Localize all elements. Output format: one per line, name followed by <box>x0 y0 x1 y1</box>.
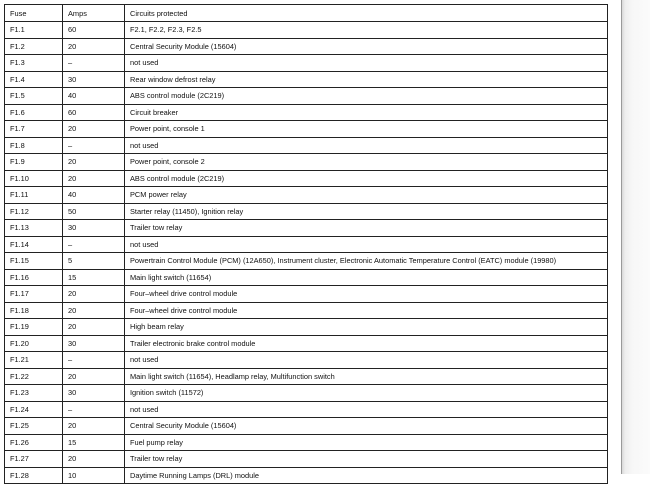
cell-fuse: F1.27 <box>5 451 63 468</box>
table-row <box>5 71 608 88</box>
cell-fuse: F1.6 <box>5 104 63 121</box>
cell-circuits: PCM power relay <box>125 187 608 204</box>
cell-circuits: Main light switch (11654) <box>125 269 608 286</box>
table-row <box>5 170 608 187</box>
cell-fuse: F1.23 <box>5 385 63 402</box>
table-row <box>5 55 608 72</box>
table-row <box>5 368 608 385</box>
table-row <box>5 253 608 270</box>
cell-amps: – <box>63 55 125 72</box>
cell-amps: 40 <box>63 88 125 105</box>
table-row <box>5 418 608 435</box>
cell-circuits: High beam relay <box>125 319 608 336</box>
cell-circuits: Central Security Module (15604) <box>125 418 608 435</box>
table-row <box>5 352 608 369</box>
table-row <box>5 220 608 237</box>
cell-fuse: F1.7 <box>5 121 63 138</box>
cell-amps: 20 <box>63 154 125 171</box>
fuse-table <box>4 4 608 484</box>
table-header <box>5 5 608 22</box>
cell-fuse: F1.4 <box>5 71 63 88</box>
cell-circuits: not used <box>125 401 608 418</box>
cell-fuse: F1.1 <box>5 22 63 39</box>
cell-circuits: Fuel pump relay <box>125 434 608 451</box>
cell-amps: 20 <box>63 319 125 336</box>
cell-circuits: Four–wheel drive control module <box>125 302 608 319</box>
table-row <box>5 203 608 220</box>
cell-fuse: F1.11 <box>5 187 63 204</box>
cell-fuse: F1.13 <box>5 220 63 237</box>
cell-circuits: Trailer electronic brake control module <box>125 335 608 352</box>
cell-circuits: Main light switch (11654), Headlamp relay, Multifunction switch <box>125 368 608 385</box>
header-fuse: Fuse <box>5 5 63 22</box>
cell-amps: 15 <box>63 269 125 286</box>
cell-amps: 60 <box>63 104 125 121</box>
cell-circuits: not used <box>125 55 608 72</box>
table-row <box>5 137 608 154</box>
cell-amps: 20 <box>63 38 125 55</box>
table-row <box>5 88 608 105</box>
cell-circuits: Circuit breaker <box>125 104 608 121</box>
cell-amps: 30 <box>63 335 125 352</box>
table-row <box>5 38 608 55</box>
table-body <box>5 22 608 484</box>
cell-circuits: ABS control module (2C219) <box>125 170 608 187</box>
cell-fuse: F1.21 <box>5 352 63 369</box>
cell-fuse: F1.9 <box>5 154 63 171</box>
table-row <box>5 286 608 303</box>
cell-amps: 20 <box>63 302 125 319</box>
table-row <box>5 385 608 402</box>
cell-fuse: F1.5 <box>5 88 63 105</box>
cell-fuse: F1.2 <box>5 38 63 55</box>
cell-circuits: Daytime Running Lamps (DRL) module <box>125 467 608 484</box>
cell-fuse: F1.28 <box>5 467 63 484</box>
cell-circuits: Starter relay (11450), Ignition relay <box>125 203 608 220</box>
cell-circuits: Central Security Module (15604) <box>125 38 608 55</box>
cell-amps: – <box>63 352 125 369</box>
cell-amps: 20 <box>63 418 125 435</box>
cell-circuits: ABS control module (2C219) <box>125 88 608 105</box>
table-row <box>5 335 608 352</box>
cell-fuse: F1.26 <box>5 434 63 451</box>
cell-circuits: Trailer tow relay <box>125 220 608 237</box>
table-row <box>5 154 608 171</box>
cell-fuse: F1.22 <box>5 368 63 385</box>
cell-amps: 20 <box>63 121 125 138</box>
table-row <box>5 121 608 138</box>
cell-fuse: F1.18 <box>5 302 63 319</box>
table-row <box>5 269 608 286</box>
cell-fuse: F1.8 <box>5 137 63 154</box>
cell-amps: 20 <box>63 170 125 187</box>
table-row <box>5 236 608 253</box>
cell-amps: 50 <box>63 203 125 220</box>
cell-fuse: F1.14 <box>5 236 63 253</box>
cell-amps: 30 <box>63 385 125 402</box>
cell-circuits: F2.1, F2.2, F2.3, F2.5 <box>125 22 608 39</box>
cell-amps: – <box>63 137 125 154</box>
cell-fuse: F1.24 <box>5 401 63 418</box>
table-row <box>5 451 608 468</box>
cell-circuits: Power point, console 1 <box>125 121 608 138</box>
header-circuits: Circuits protected <box>125 5 608 22</box>
cell-amps: 60 <box>63 22 125 39</box>
cell-amps: 20 <box>63 368 125 385</box>
header-amps: Amps <box>63 5 125 22</box>
cell-circuits: not used <box>125 236 608 253</box>
cell-fuse: F1.17 <box>5 286 63 303</box>
cell-amps: 20 <box>63 451 125 468</box>
cell-amps: 30 <box>63 71 125 88</box>
cell-fuse: F1.10 <box>5 170 63 187</box>
cell-fuse: F1.19 <box>5 319 63 336</box>
cell-circuits: Powertrain Control Module (PCM) (12A650), Instrument cluster, Electronic Automatic Temperature Control (EATC) module (19980) <box>125 253 608 270</box>
cell-amps: – <box>63 236 125 253</box>
cell-amps: – <box>63 401 125 418</box>
cell-circuits: Trailer tow relay <box>125 451 608 468</box>
cell-amps: 20 <box>63 286 125 303</box>
table-row <box>5 467 608 484</box>
cell-circuits: Rear window defrost relay <box>125 71 608 88</box>
cell-circuits: not used <box>125 137 608 154</box>
cell-fuse: F1.3 <box>5 55 63 72</box>
table-row <box>5 434 608 451</box>
cell-fuse: F1.15 <box>5 253 63 270</box>
cell-fuse: F1.20 <box>5 335 63 352</box>
page-edge-shadow <box>622 0 650 474</box>
cell-fuse: F1.12 <box>5 203 63 220</box>
table-row <box>5 302 608 319</box>
table-row <box>5 319 608 336</box>
cell-circuits: Power point, console 2 <box>125 154 608 171</box>
cell-fuse: F1.25 <box>5 418 63 435</box>
cell-amps: 40 <box>63 187 125 204</box>
cell-fuse: F1.16 <box>5 269 63 286</box>
cell-amps: 30 <box>63 220 125 237</box>
cell-amps: 5 <box>63 253 125 270</box>
table-row <box>5 401 608 418</box>
cell-amps: 10 <box>63 467 125 484</box>
cell-circuits: Ignition switch (11572) <box>125 385 608 402</box>
cell-circuits: Four–wheel drive control module <box>125 286 608 303</box>
cell-circuits: not used <box>125 352 608 369</box>
table-row <box>5 22 608 39</box>
cell-amps: 15 <box>63 434 125 451</box>
header-row <box>5 5 608 22</box>
table-row <box>5 187 608 204</box>
table-row <box>5 104 608 121</box>
